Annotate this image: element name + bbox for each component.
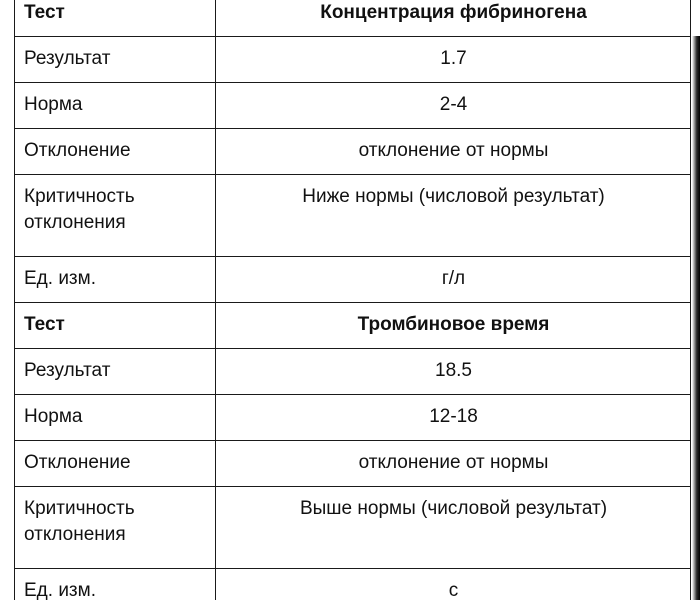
unit-row xyxy=(15,569,691,600)
row-value: 1.7 xyxy=(216,37,691,83)
row-value: Выше нормы (числовой результат) xyxy=(216,487,691,569)
row-label: Норма xyxy=(15,395,216,441)
row-value: Ниже нормы (числовой результат) xyxy=(216,175,691,257)
result-row xyxy=(15,37,691,83)
test-header-row xyxy=(15,303,691,349)
result-row xyxy=(15,349,691,395)
row-label: Ед. изм. xyxy=(15,257,216,303)
row-label: Критичность отклонения xyxy=(15,487,216,569)
norm-row xyxy=(15,83,691,129)
scroll-edge-shadow xyxy=(692,36,700,600)
row-label: Отклонение xyxy=(15,129,216,175)
row-value: отклонение от нормы xyxy=(216,129,691,175)
row-value: 18.5 xyxy=(216,349,691,395)
test-name: Тромбиновое время xyxy=(216,303,691,349)
test-header-label: Тест xyxy=(15,303,216,349)
results-table-container xyxy=(14,0,690,600)
criticality-row xyxy=(15,487,691,569)
row-label: Результат xyxy=(15,349,216,395)
unit-row xyxy=(15,257,691,303)
row-label: Критичность отклонения xyxy=(15,175,216,257)
row-value: г/л xyxy=(216,257,691,303)
criticality-row xyxy=(15,175,691,257)
test-header-row xyxy=(15,0,691,37)
row-value: 2-4 xyxy=(216,83,691,129)
test-header-label: Тест xyxy=(15,0,216,37)
norm-row xyxy=(15,395,691,441)
test-name: Концентрация фибриногена xyxy=(216,0,691,37)
row-label: Норма xyxy=(15,83,216,129)
deviation-row xyxy=(15,441,691,487)
row-value: 12-18 xyxy=(216,395,691,441)
row-label: Результат xyxy=(15,37,216,83)
row-label: Отклонение xyxy=(15,441,216,487)
lab-results-table xyxy=(14,0,691,600)
row-value: с xyxy=(216,569,691,600)
row-value: отклонение от нормы xyxy=(216,441,691,487)
row-label: Ед. изм. xyxy=(15,569,216,600)
deviation-row xyxy=(15,129,691,175)
